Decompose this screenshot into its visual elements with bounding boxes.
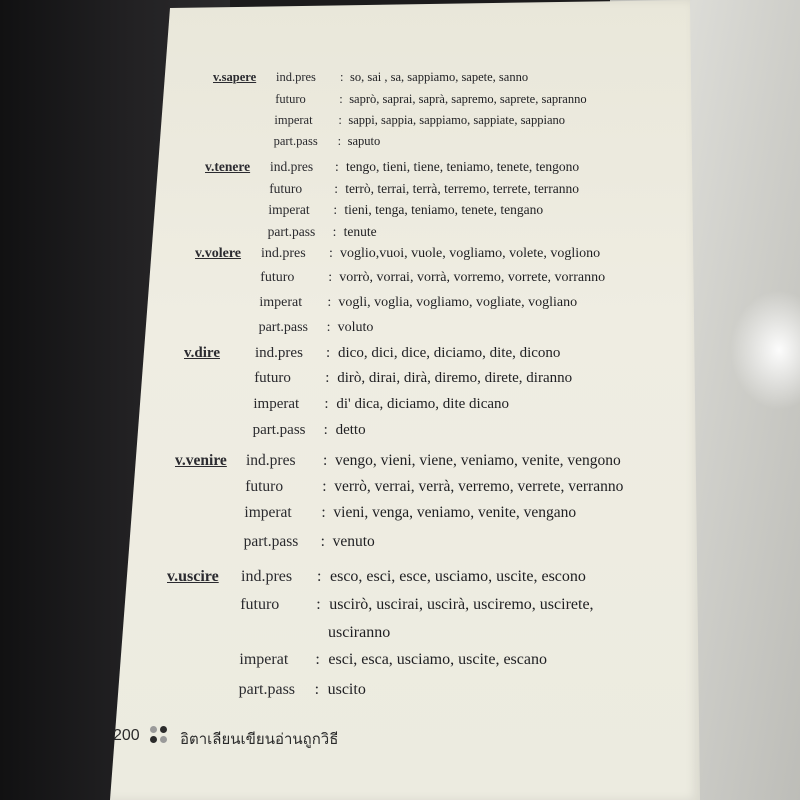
conjugation-forms: voglio,vuoi, vuole, vogliamo, volete, vogliono	[340, 246, 601, 261]
conjugation-forms: vieni, venga, veniamo, venite, vengano	[333, 504, 577, 521]
conjugation-forms: di' dica, diciamo, dite dicano	[336, 396, 510, 412]
verb-heading: v.uscire	[167, 568, 219, 585]
colon-separator: :	[322, 478, 327, 495]
tense-label: part.pass	[273, 134, 318, 148]
tense-label: futuro	[269, 181, 303, 196]
verb-heading: v.venire	[175, 452, 227, 469]
tense-label: imperat	[274, 113, 313, 127]
colon-separator: :	[335, 159, 339, 174]
tense-label: part.pass	[258, 320, 308, 335]
page-number: 200	[113, 727, 140, 744]
conjugation-forms: vorrò, vorrai, vorrà, vorremo, vorrete, vorranno	[339, 270, 606, 285]
colon-separator: :	[320, 533, 325, 550]
colon-separator: :	[337, 134, 342, 148]
colon-separator: :	[326, 320, 331, 335]
tense-label: part.pass	[243, 533, 299, 550]
conjugation-forms-continued: usciranno	[328, 624, 391, 641]
colon-separator: :	[321, 504, 326, 521]
tense-label: imperat	[239, 651, 289, 668]
conjugation-forms: vogli, voglia, vogliamo, vogliate, vogliano	[338, 295, 578, 310]
colon-separator: :	[340, 70, 344, 84]
conjugation-forms: tenute	[343, 224, 377, 239]
conjugation-forms: tengo, tieni, tiene, teniamo, tenete, tengono	[346, 159, 580, 174]
verb-heading: v.volere	[195, 246, 242, 261]
tense-label: futuro	[254, 370, 291, 386]
tense-label: part.pass	[252, 422, 306, 438]
colon-separator: :	[323, 422, 328, 438]
colon-separator: :	[334, 181, 338, 196]
conjugation-forms: dirò, dirai, dirà, diremo, direte, diranno	[337, 370, 573, 386]
light-glare	[730, 290, 800, 410]
dots-logo-icon	[150, 726, 170, 746]
tense-label: imperat	[259, 295, 303, 310]
colon-separator: :	[328, 270, 333, 285]
conjugation-forms: esco, esci, esce, usciamo, uscite, escono	[330, 568, 586, 585]
conjugation-forms: tieni, tenga, teniamo, tenete, tengano	[344, 202, 544, 217]
conjugation-forms: saputo	[347, 134, 381, 148]
tense-label: ind.pres	[261, 246, 306, 261]
colon-separator: :	[316, 596, 321, 613]
colon-separator: :	[324, 396, 329, 412]
verb-heading: v.tenere	[205, 159, 251, 174]
conjugation-forms: voluto	[337, 320, 374, 335]
conjugation-forms: uscirò, uscirai, uscirà, usciremo, uscirete,	[329, 596, 594, 613]
tense-label: part.pass	[238, 681, 296, 698]
conjugation-forms: saprò, saprai, saprà, sapremo, saprete, sapranno	[349, 92, 587, 106]
tense-label: futuro	[260, 270, 295, 285]
tense-label: ind.pres	[241, 568, 293, 585]
conjugation-forms: uscito	[327, 681, 366, 698]
colon-separator: :	[323, 452, 328, 469]
verb-heading: v.dire	[184, 345, 220, 361]
colon-separator: :	[325, 370, 330, 386]
conjugation-forms: so, sai , sa, sappiamo, sapete, sanno	[350, 70, 529, 84]
conjugation-forms: verrò, verrai, verrà, verremo, verrete, verranno	[334, 478, 624, 495]
colon-separator: :	[333, 202, 338, 217]
tense-label: part.pass	[267, 224, 316, 239]
conjugation-forms: detto	[335, 422, 366, 438]
colon-separator: :	[332, 224, 337, 239]
tense-label: imperat	[244, 504, 292, 521]
colon-separator: :	[315, 651, 320, 668]
conjugation-forms: venuto	[332, 533, 375, 550]
colon-separator: :	[317, 568, 322, 585]
conjugation-forms: vengo, vieni, viene, veniamo, venite, vengono	[335, 452, 621, 469]
tense-label: ind.pres	[255, 345, 303, 361]
tense-label: imperat	[253, 396, 300, 412]
colon-separator: :	[314, 681, 320, 698]
tense-label: ind.pres	[246, 452, 296, 469]
conjugation-forms: terrò, terrai, terrà, terremo, terrete, terranno	[345, 181, 580, 196]
tense-label: futuro	[245, 478, 284, 495]
colon-separator: :	[329, 246, 333, 261]
conjugation-forms: esci, esca, usciamo, uscite, escano	[328, 651, 547, 668]
tense-label: imperat	[268, 202, 310, 217]
tense-label: futuro	[275, 92, 306, 106]
conjugation-forms: dico, dici, dice, diciamo, dite, dicono	[338, 345, 561, 361]
colon-separator: :	[339, 92, 343, 106]
colon-separator: :	[326, 345, 331, 361]
tense-label: ind.pres	[276, 70, 316, 84]
colon-separator: :	[338, 113, 342, 127]
tense-label: ind.pres	[270, 159, 314, 174]
tense-label: futuro	[240, 596, 280, 613]
book-title: อิตาเลียนเขียนอ่านถูกวิธี	[180, 730, 339, 748]
colon-separator: :	[327, 295, 332, 310]
conjugation-forms: sappi, sappia, sappiamo, sappiate, sappiano	[348, 113, 566, 127]
verb-heading: v.sapere	[213, 70, 257, 84]
